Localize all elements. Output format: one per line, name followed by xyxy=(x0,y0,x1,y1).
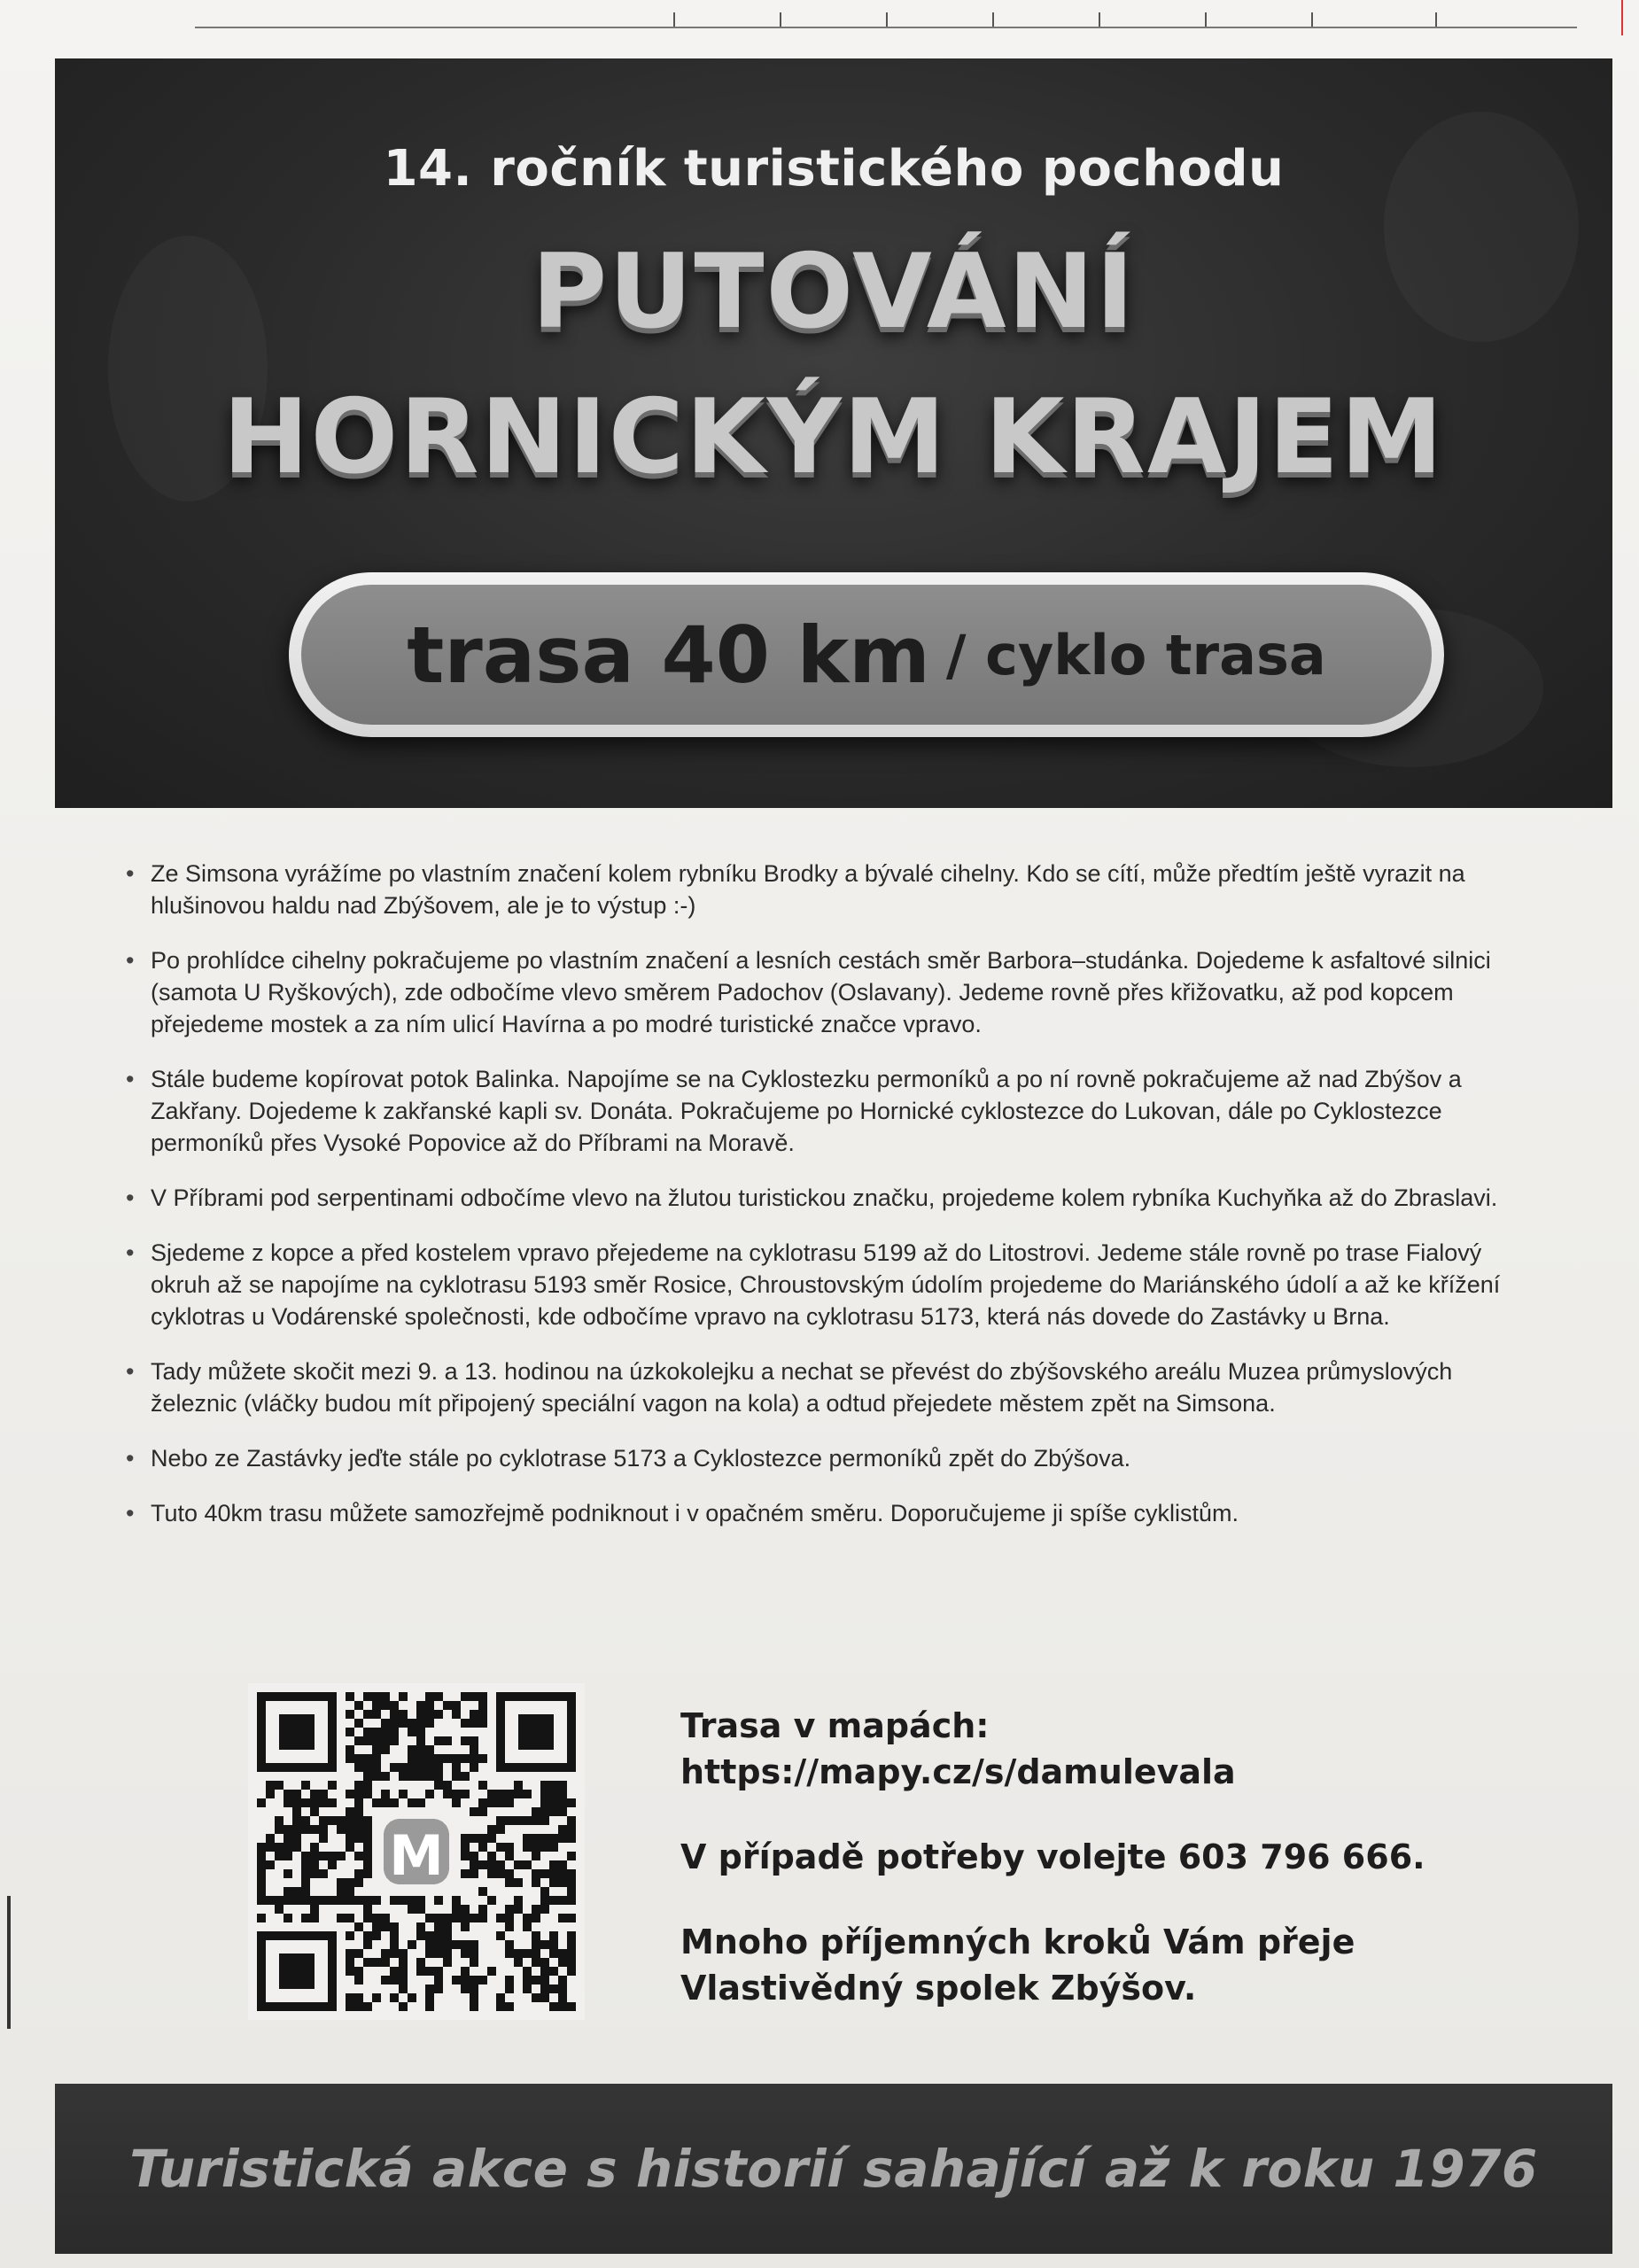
greeting-line1: Mnoho příjemných kroků Vám přeje xyxy=(680,1922,1355,1961)
event-subtitle: 14. ročník turistického pochodu xyxy=(383,140,1285,198)
route-badge xyxy=(289,572,1444,737)
edge-mark xyxy=(7,1896,11,2029)
list-item: • Nebo ze Zastávky jeďte stále po cyklotrase 5173 a Cyklostezce permoníků zpět do Zbýšova. xyxy=(126,1442,1543,1474)
list-item: • Tuto 40km trasu můžete samozřejmě podniknout i v opačném směru. Doporučujeme ji spíše cyklistům. xyxy=(126,1497,1543,1529)
phone-text: V případě potřeby volejte 603 796 666. xyxy=(680,1837,1425,1876)
event-title-line2: HORNICKÝM KRAJEM xyxy=(222,377,1445,497)
list-item: • Stále budeme kopírovat potok Balinka. Napojíme se na Cyklostezku permoníků a po ní rovně pokračujeme až nad Zbýšov a Zakřany. Dojedeme k zakřanské kapli sv. Donáta. Pokračujeme po Hornické cyklostezce do Lukovan, dále po Cyklostezce permoníků přes Vysoké Popovice až do Příbrami na Moravě. xyxy=(126,1063,1543,1159)
map-link[interactable]: https://mapy.cz/s/damulevala xyxy=(680,1752,1236,1791)
page-edge-marks xyxy=(195,7,1577,28)
qr-center-logo: M xyxy=(389,1823,444,1888)
list-item: • Tady můžete skočit mezi 9. a 13. hodinou na úzkokolejku a nechat se převést do zbýšovského areálu Muzea průmyslových železnic (vláčky budou mít připojený speciální vagon na kola) a odtud přejedete městem zpět na Simsona. xyxy=(126,1355,1543,1419)
event-title-line1: PUTOVÁNÍ xyxy=(532,232,1136,352)
map-label: Trasa v mapách: xyxy=(680,1706,990,1745)
list-item: • Ze Simsona vyrážíme po vlastním značení kolem rybníku Brodky a bývalé cihelny. Kdo se cítí, může předtím ještě vyrazit na hlušinovou haldu nad Zbýšovem, ale je to výstup :-) xyxy=(126,858,1543,921)
list-item: • Sjedeme z kopce a před kostelem vpravo přejedeme na cyklotrasu 5199 až do Litostrovi. Jedeme stále rovně po trase Fialový okruh až se napojíme na cyklotrasu 5193 směr Rosice, Chroustovským údolím projedeme do Mariánského údolí a až ke křížení cyklotras u Vodárenské společnosti, kde odbočíme vpravo na cyklotrasu 5173, která nás dovede do Zastávky u Brna. xyxy=(126,1237,1543,1332)
header-banner xyxy=(55,58,1612,808)
route-distance: trasa 40 km xyxy=(407,609,930,701)
footer-text: Turistická akce s historií sahající až k roku 1976 xyxy=(129,2139,1538,2199)
edge-mark xyxy=(1621,0,1623,35)
contact-info xyxy=(680,1703,1531,2011)
mapy-qr-code-icon[interactable] xyxy=(248,1683,585,2020)
route-type: / cyklo trasa xyxy=(945,622,1326,687)
list-item: • V Příbrami pod serpentinami odbočíme vlevo na žlutou turistickou značku, projedeme kolem rybníka Kuchyňka až do Zbraslavi. xyxy=(126,1182,1543,1214)
list-item: • Po prohlídce cihelny pokračujeme po vlastním značení a lesních cestách směr Barbora–studánka. Dojedeme k asfaltové silnici (samota U Ryškových), zde odbočíme vlevo směrem Padochov (Oslavany). Jedeme rovně přes křižovatku, až pod kopcem přejedeme mostek a za ním ulicí Havírna a po modré turistické značce vpravo. xyxy=(126,944,1543,1040)
footer-banner xyxy=(55,2084,1612,2254)
greeting-line2: Vlastivědný spolek Zbýšov. xyxy=(680,1969,1197,2008)
route-description-list xyxy=(126,858,1543,1552)
